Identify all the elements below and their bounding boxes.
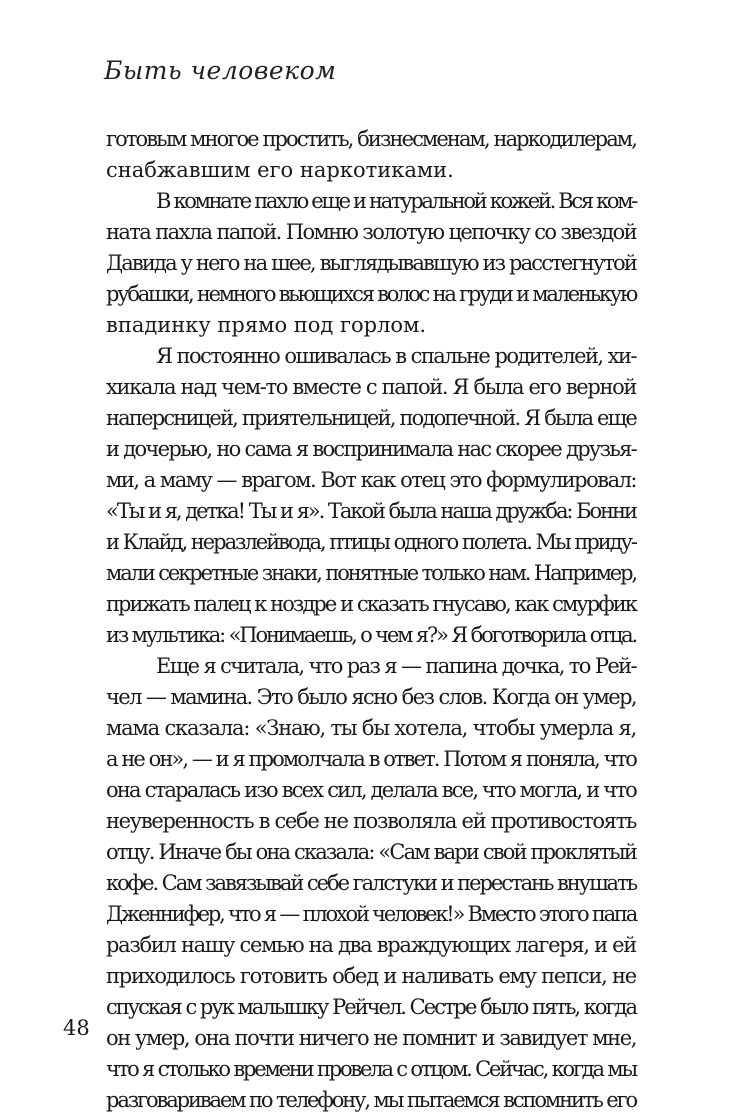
text-line: что я столько времени провела с отцом. Сейчас, когда мы — [106, 1057, 636, 1081]
text-line: мали секретные знаки, понятные только нам. Например, — [106, 561, 636, 585]
text-line: «Ты и я, детка! Ты и я». Такой была наша дружба: Бонни — [106, 499, 636, 523]
text-line: В комнате пахло еще и натуральной кожей. Вся ком- — [156, 189, 637, 213]
text-line: он умер, она почти ничего не помнит и завидует мне, — [106, 1026, 637, 1050]
text-line: прижать палец к ноздре и сказать гнусаво, как смурфик — [106, 592, 636, 616]
text-line: чел — мамина. Это было ясно без слов. Когда он умер, — [106, 685, 636, 709]
text-line: неуверенность в себе не позволяла ей противостоять — [106, 809, 636, 833]
text-line: разбил нашу семью на два враждующих лагеря, и ей — [106, 933, 636, 957]
text-line: снабжавшим его наркотиками. — [106, 158, 454, 182]
text-line: разговариваем по телефону, мы пытаемся вспомнить его — [106, 1088, 636, 1112]
text-line: а не он», — и я промолчала в ответ. Потом я поняла, что — [106, 747, 636, 771]
text-line: Давида у него на шее, выглядывавшую из расстегнутой — [106, 251, 636, 275]
body-text — [106, 124, 636, 1116]
text-line: впадинку прямо под горлом. — [106, 313, 427, 337]
text-line: кофе. Сам завязывай себе галстуки и перестань внушать — [106, 871, 636, 895]
text-line: Я постоянно ошивалась в спальне родителей, хи- — [156, 344, 636, 368]
text-line: из мультика: «Понимаешь, о чем я?» Я боготворила отца. — [106, 623, 636, 647]
text-line: Еще я считала, что раз я — папина дочка, то Рей- — [156, 654, 636, 678]
text-line: наперсницей, приятельницей, подопечной. Я была еще — [106, 406, 636, 430]
text-line: приходилось готовить обед и наливать ему пепси, не — [106, 964, 636, 988]
text-line: она старалась изо всех сил, делала все, что могла, и что — [106, 778, 636, 802]
text-line: готовым многое простить, бизнесменам, наркодилерам, — [106, 127, 636, 151]
text-line: отцу. Иначе бы она сказала: «Сам вари свой проклятый — [106, 840, 636, 864]
text-line: Дженнифер, что я — плохой человек!» Вместо этого папа — [106, 902, 636, 926]
text-line: и дочерью, но сама я воспринимала нас скорее друзья- — [106, 437, 636, 461]
page-number: 48 — [63, 1016, 90, 1040]
text-line: мама сказала: «Знаю, ты бы хотела, чтобы умерла я, — [106, 716, 636, 740]
text-line: хикала над чем-то вместе с папой. Я была его верной — [106, 375, 636, 399]
running-head: Быть человеком — [104, 56, 337, 85]
text-line: ната пахла папой. Помню золотую цепочку со звездой — [106, 220, 636, 244]
text-line: рубашки, немного вьющихся волос на груди и маленькую — [106, 282, 636, 306]
text-line: спуская с рук малышку Рейчел. Сестре было пять, когда — [106, 995, 636, 1019]
text-line: ми, а маму — врагом. Вот как отец это формулировал: — [106, 468, 636, 492]
text-line: и Клайд, неразлейвода, птицы одного полета. Мы приду- — [106, 530, 636, 554]
